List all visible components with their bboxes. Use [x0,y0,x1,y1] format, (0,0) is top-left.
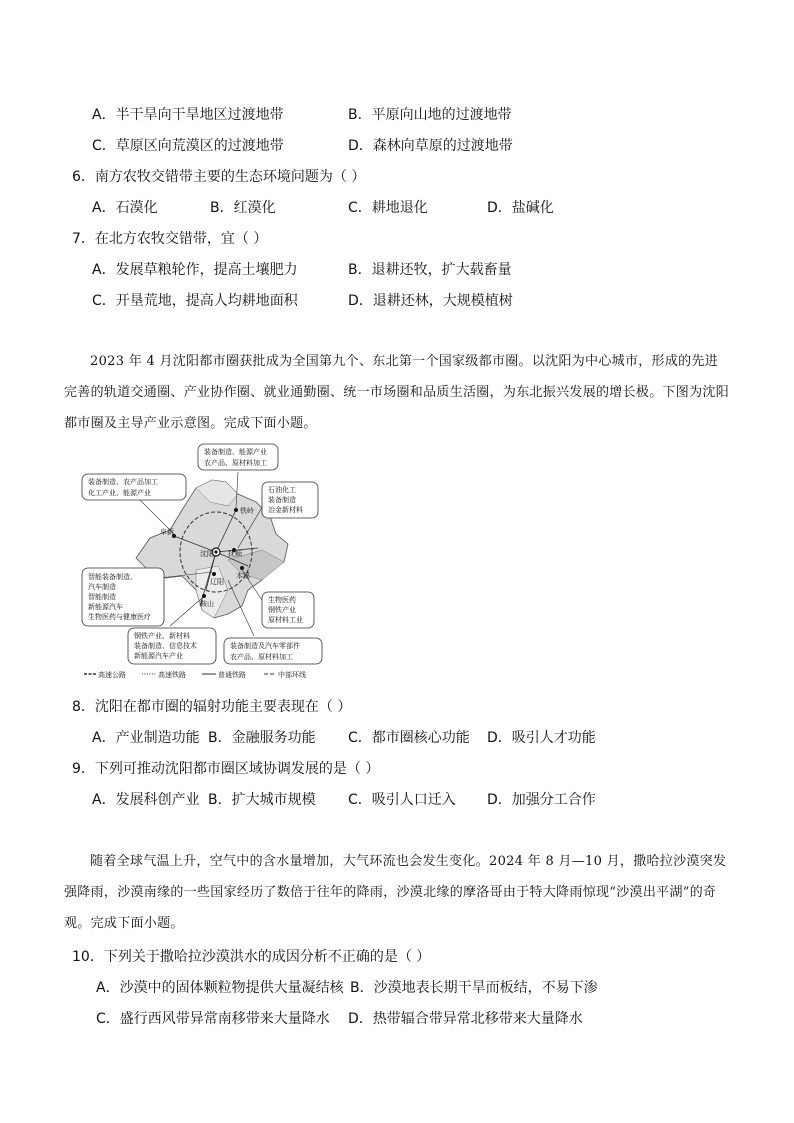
passage-sahara: 随着全球气温上升，空气中的含水量增加，大气环流也会发生变化。2024 年 8 月—10 月，撒哈拉沙漠突发强降雨，沙漠南缘的一些国家经历了数倍于往年的降雨，沙漠北缘的摩洛哥由于特大降雨惊现“沙漠出平湖”的奇观。完成下面小题。 [64,854,727,931]
city-fushun: 抚顺 [228,550,242,558]
box-bottomright-line1: 装备制造及汽车零部件 [230,642,300,650]
box-right-line1: 石油化工 [268,486,296,494]
box-rightmid-line1: 生物医药 [268,596,296,604]
q5-option-b: B．平原向山地的过渡地带 [348,107,512,123]
q5-option-c: C．草原区向荒漠区的过渡地带 [92,138,284,154]
q10-option-c: C．盛行西风带异常南移带来大量降水 [96,1011,330,1027]
city-tieling: 铁岭 [240,507,254,515]
q8-stem: 8．沈阳在都市圈的辐射功能主要表现在（ ） [72,699,352,715]
box-top-line1: 装备制造、能源产业 [204,448,267,456]
box-bottom-line1: 钢铁产业、新材料 [134,632,190,640]
legend-expressway: 高速公路 [98,671,126,679]
city-shenyang: 沈阳 [200,550,214,558]
box-topleft-line1: 装备制造、农产品加工 [88,478,158,486]
q10-stem: 10．下列关于撒哈拉沙漠洪水的成因分析不正确的是（ ） [72,949,431,965]
q9-option-a: A．发展科创产业 [92,792,200,808]
box-left-line4: 新能源汽车 [88,603,123,611]
box-left-line1: 智能装备制造、 [88,573,137,581]
city-benxi: 本溪 [236,572,250,580]
box-left-line3: 智能制造 [88,593,116,601]
box-right-line3: 冶金新材料 [268,506,303,514]
city-liaoyang: 辽阳 [210,578,224,586]
box-left-line5: 生物医药与健康医疗 [88,613,151,621]
box-left-line2: 汽车制造 [88,583,116,591]
box-bottom-line3: 新能源汽车产业 [134,652,183,660]
q8-option-b: B．金融服务功能 [208,730,316,746]
box-rightmid-line2: 钢铁产业 [268,606,296,614]
q10-option-a: A．沙漠中的固体颗粒物提供大量凝结核 [96,980,344,996]
box-topleft-line2: 化工产业、能源产业 [88,489,151,497]
shenyang-metro-map [78,440,334,680]
q8-option-c: C．都市圈核心功能 [348,730,470,746]
box-right-line2: 装备制造 [268,496,296,504]
q5-option-d: D．森林向草原的过渡地带 [348,138,513,154]
q5-option-a: A．半干旱向干旱地区过渡地带 [92,107,284,123]
city-fuxin: 阜新 [160,528,174,536]
box-rightmid-line3: 原材料工业 [268,616,303,624]
passage-shenyang: 2023 年 4 月沈阳都市圈获批成为全国第九个、东北第一个国家级都市圈。以沈阳为中心城市，形成的先进完善的轨道交通圈、产业协作圈、就业通勤圈、统一市场圈和品质生活圈，为东北振兴发展的增长极。下图为沈阳都市圈及主导产业示意图。完成下面小题。 [64,354,730,431]
q6-option-b: B．红漠化 [210,200,276,216]
q6-option-a: A．石漠化 [92,200,158,216]
q6-option-d: D．盐碱化 [487,200,554,216]
q9-option-d: D．加强分工合作 [487,792,596,808]
q7-option-a: A．发展草粮轮作，提高土壤肥力 [92,262,298,278]
map-legend [84,670,306,679]
q7-stem: 7．在北方农牧交错带，宜（ ） [72,231,268,247]
q6-stem: 6．南方农牧交错带主要的生态环境问题为（ ） [72,169,366,185]
q9-option-b: B．扩大城市规模 [208,792,316,808]
box-bottomright-line2: 农产品、原材料加工 [230,653,293,661]
q6-option-c: C．耕地退化 [348,200,428,216]
q7-option-b: B．退耕还牧，扩大载畜量 [348,262,512,278]
q9-option-c: C．吸引人口迁入 [348,792,456,808]
legend-railway: 普通铁路 [218,671,246,679]
q8-option-d: D．吸引人才功能 [487,730,596,746]
box-bottom-line2: 装备制造、信息技术 [134,642,197,650]
legend-hsr: 高速铁路 [158,671,186,679]
q7-option-c: C．开垦荒地，提高人均耕地面积 [92,293,298,309]
box-top-line2: 农产品、原材料加工 [204,459,267,467]
q10-option-d: D．热带辐合带异常北移带来大量降水 [348,1011,583,1027]
q7-option-d: D．退耕还林，大规模植树 [348,293,513,309]
q8-option-a: A．产业制造功能 [92,730,200,746]
q9-stem: 9．下列可推动沈阳都市圈区域协调发展的是（ ） [72,761,380,777]
legend-ring: 中部环线 [278,671,306,679]
city-anshan: 鞍山 [200,600,214,608]
q10-option-b: B．沙漠地表长期干旱而板结，不易下渗 [350,980,598,996]
